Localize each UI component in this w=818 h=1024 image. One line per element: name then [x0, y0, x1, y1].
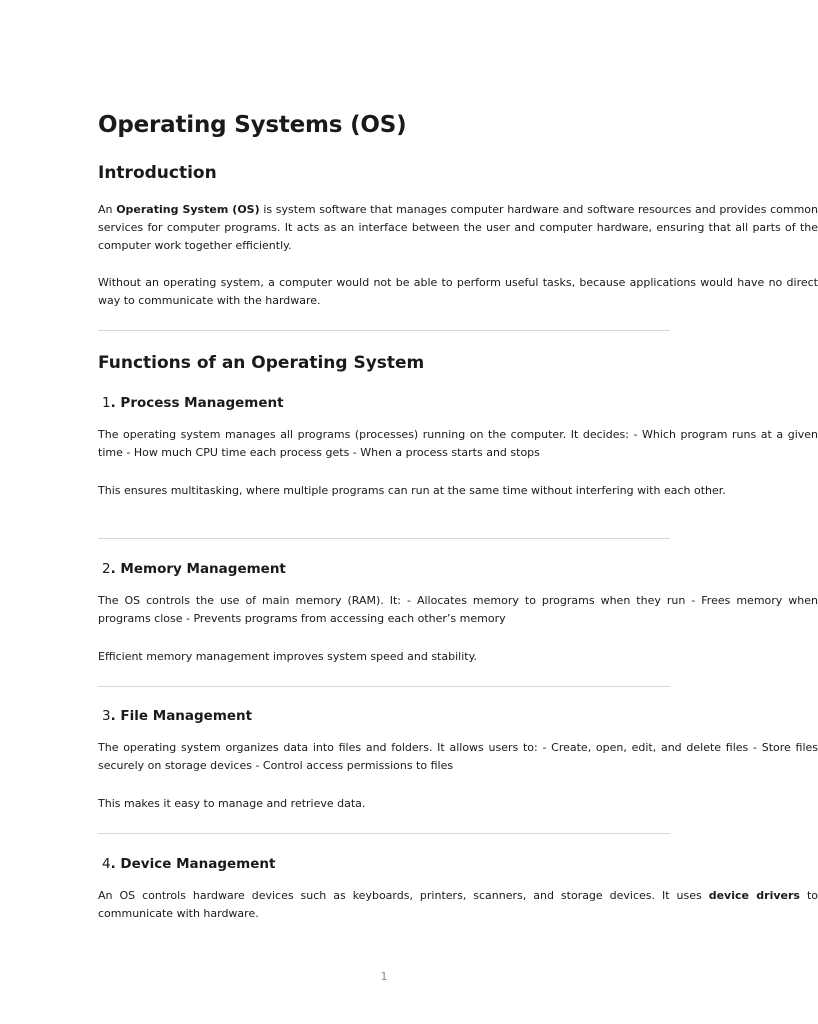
memory-management-heading	[102, 561, 286, 577]
device-management-heading	[102, 856, 275, 872]
device-p-pre: An OS controls hardware devices such as keyboards, printers, scanners, and storage devices. It uses	[98, 889, 709, 902]
process-paragraph-1: The operating system manages all programs (processes) running on the computer. It decides: - Which program runs at a given time - How much CPU time each process gets - When a process starts and stops	[98, 428, 818, 459]
memory-paragraph-2: Efficient memory management improves system speed and stability.	[98, 650, 478, 663]
process-management-heading	[102, 395, 284, 411]
section-divider	[98, 330, 670, 331]
memory-paragraph-1: The OS controls the use of main memory (RAM). It: - Allocates memory to programs when they run - Frees memory when programs close - Prevents programs from accessing each other’s memory	[98, 594, 818, 625]
section-divider	[98, 538, 670, 539]
intro-p1-pre: An	[98, 203, 117, 216]
section-number: 3	[102, 708, 111, 724]
intro-p1-post: is system software that manages computer hardware and software resources and provides common services for computer programs. It acts as an interface between the user and computer hardware, ensuring that all parts of the computer work together efficiently.	[98, 203, 818, 252]
section-number: 2	[102, 561, 111, 577]
introduction-heading: Introduction	[98, 163, 217, 183]
file-paragraph-2: This makes it easy to manage and retrieve data.	[98, 797, 366, 810]
section-title: . Device Management	[110, 856, 276, 872]
device-p-post: to communicate with hardware.	[98, 889, 818, 920]
functions-heading: Functions of an Operating System	[98, 353, 425, 373]
device-paragraph	[98, 887, 818, 923]
os-term: Operating System (OS)	[116, 203, 260, 216]
intro-paragraph-1	[98, 201, 818, 255]
device-drivers-term: device drivers	[708, 889, 800, 902]
section-divider	[98, 833, 670, 834]
section-title: . File Management	[110, 708, 253, 724]
section-divider	[98, 686, 670, 687]
section-number: 1	[102, 395, 111, 411]
intro-paragraph-2: Without an operating system, a computer would not be able to perform useful tasks, because applications would have no direct way to communicate with the hardware.	[98, 276, 818, 307]
page-title: Operating Systems (OS)	[98, 112, 407, 138]
section-title: . Memory Management	[110, 561, 286, 577]
page-number: 1	[380, 970, 388, 983]
section-title: . Process Management	[110, 395, 284, 411]
process-paragraph-2: This ensures multitasking, where multiple programs can run at the same time without interfering with each other.	[98, 484, 726, 497]
file-management-heading	[102, 708, 252, 724]
section-number: 4	[102, 856, 111, 872]
file-paragraph-1: The operating system organizes data into files and folders. It allows users to: - Create, open, edit, and delete files - Store files securely on storage devices - Control access permissions to files	[98, 741, 818, 772]
